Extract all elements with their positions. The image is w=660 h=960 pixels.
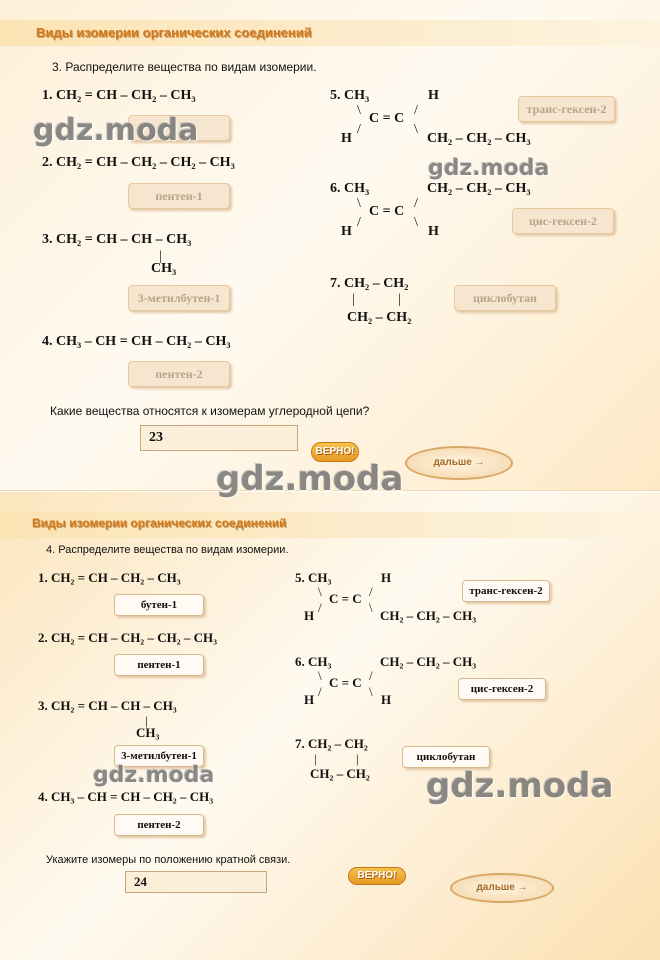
answer-slot-3[interactable]: 3-метилбутен-1 [114,745,204,767]
bond-line: | [159,249,162,264]
formula-6-chain: CH₂ – CH₂ – CH₃ [380,654,477,669]
formula-5-h-top: H [381,570,392,585]
formula-6-ch3: 6. CH₃ [330,181,370,196]
formula-5-chain: CH₂ – CH₂ – CH₃ [427,131,531,146]
bond-line: | [145,713,148,728]
formula-3-branch: CH₃ [136,725,160,740]
formula-6-h-right: H [381,692,392,707]
formula-7-bottom: CH₂ – CH₂ [347,310,412,325]
formula-5-chain: CH₂ – CH₂ – CH₃ [380,608,477,623]
bond-line: / [318,600,322,615]
bond-line: | [314,751,317,766]
formula-6-h-right: H [428,224,439,239]
next-button[interactable]: дальше → [450,873,554,903]
bond-line: \ [318,584,322,599]
bond-line: | [356,751,359,766]
formula-3: 3. CH₂ = CH – CH – CH₃ [38,698,177,713]
answer-input[interactable]: 24 [125,871,267,893]
question-text: Какие вещества относятся к изомерам углеродной цепи? [50,404,370,418]
formula-4: 4. CH₃ – CH = CH – CH₂ – CH₃ [42,334,231,349]
formula-3: 3. CH₂ = CH – CH – CH₃ [42,232,192,247]
bond-line: | [398,292,401,307]
answer-input[interactable]: 23 [140,425,298,451]
bond-line: \ [414,215,418,230]
bond-line: \ [369,600,373,615]
formula-6-h-left: H [341,224,352,239]
correct-badge: ВЕРНО! [348,867,406,885]
bond-line: / [357,215,361,230]
correct-badge: ВЕРНО! [311,442,359,462]
panel-title: Виды изомерии органических соединений [32,516,287,530]
bond-line: / [369,584,373,599]
bond-line: \ [357,103,361,118]
formula-2: 2. CH₂ = CH – CH₂ – CH₂ – CH₃ [38,630,217,645]
next-button[interactable]: дальше → [405,446,513,480]
bond-line: / [414,196,418,211]
formula-5-h-bottom: H [341,131,352,146]
bond-line: / [369,668,373,683]
watermark: gdz.moda [33,113,199,148]
answer-slot-3[interactable]: 3-метилбутен-1 [128,285,230,311]
task-text: 3. Распределите вещества по видам изомерии. [52,60,317,74]
answer-slot-1[interactable]: бутен-1 [114,594,204,616]
watermark: gdz.moda [426,766,614,806]
formula-2: 2. CH₂ = CH – CH₂ – CH₂ – CH₃ [42,155,235,170]
formula-7-top: 7. CH₂ – CH₂ [295,736,368,751]
bond-line: \ [357,196,361,211]
answer-slot-4[interactable]: пентен-2 [128,361,230,387]
answer-slot-6[interactable]: цис-гексен-2 [458,678,546,700]
answer-slot-4[interactable]: пентен-2 [114,814,204,836]
bond-line: \ [318,668,322,683]
formula-4: 4. CH₃ – CH = CH – CH₂ – CH₃ [38,789,214,804]
answer-slot-6[interactable]: цис-гексен-2 [512,208,614,234]
formula-7-bottom: CH₂ – CH₂ [310,766,370,781]
formula-5-double-bond: C = C [329,591,362,606]
formula-1: 1. CH₂ = CH – CH₂ – CH₃ [38,570,181,585]
bond-line: | [352,292,355,307]
formula-7-top: 7. CH₂ – CH₂ [330,276,409,291]
watermark: gdz.moda [216,459,404,499]
bond-line: / [318,684,322,699]
formula-5-h-top: H [428,88,439,103]
panel-title: Виды изомерии органических соединений [36,25,312,40]
exercise-panel-4 [0,492,660,960]
formula-5-h-bottom: H [304,608,315,623]
watermark: gdz.moda [93,763,215,788]
formula-5-double-bond: C = C [369,111,405,126]
watermark: gdz.moda [428,156,550,181]
formula-6-ch3: 6. CH₃ [295,654,332,669]
task-text: 4. Распределите вещества по видам изомерии. [46,544,289,556]
question-text: Укажите изомеры по положению кратной связи. [46,854,291,866]
bond-line: / [414,103,418,118]
answer-slot-5[interactable]: транс-гексен-2 [462,580,550,602]
bond-line: \ [369,684,373,699]
bond-line: / [357,122,361,137]
formula-5-ch3: 5. CH₃ [330,88,370,103]
formula-5-ch3: 5. CH₃ [295,570,332,585]
formula-3-branch: CH₃ [151,261,177,276]
answer-slot-2[interactable]: пентен-1 [114,654,204,676]
answer-slot-5[interactable]: транс-гексен-2 [518,96,615,122]
answer-slot-7[interactable]: циклобутан [454,285,556,311]
formula-6-h-left: H [304,692,315,707]
answer-slot-2[interactable]: пентен-1 [128,183,230,209]
bond-line: \ [414,122,418,137]
formula-6-double-bond: C = C [329,675,362,690]
answer-slot-7[interactable]: циклобутан [402,746,490,768]
formula-6-double-bond: C = C [369,204,405,219]
formula-6-chain: CH₂ – CH₂ – CH₃ [427,181,531,196]
formula-1: 1. CH₂ = CH – CH₂ – CH₃ [42,88,196,103]
